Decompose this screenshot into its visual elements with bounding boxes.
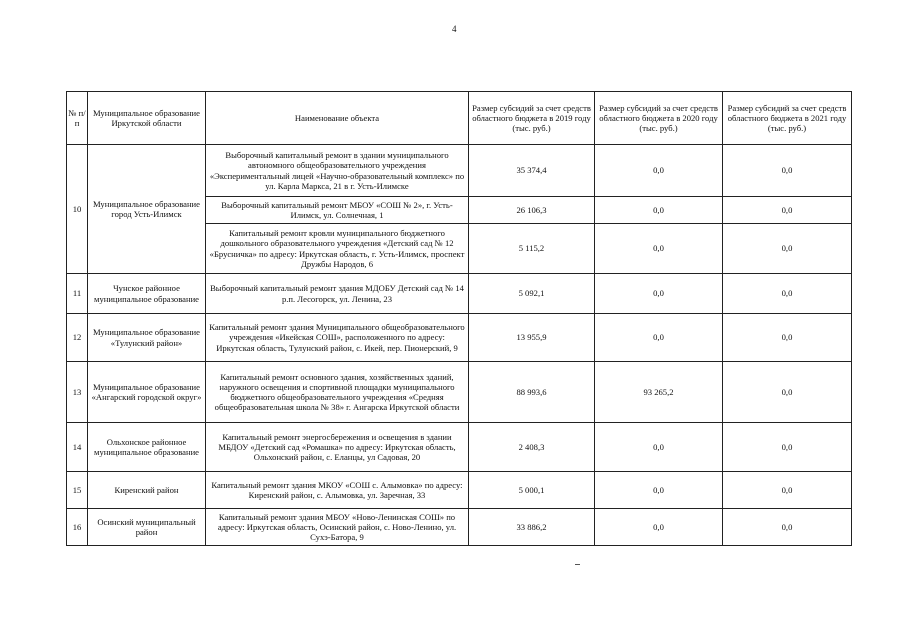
- value-2019: 13 955,9: [469, 314, 595, 362]
- page-number: 4: [452, 24, 457, 34]
- value-2019: 5 000,1: [469, 472, 595, 509]
- table-row: [67, 423, 852, 472]
- municipality-cell: Чунское районное муниципальное образование: [88, 274, 206, 314]
- value-2020: 0,0: [595, 509, 723, 546]
- header-2020: Размер субсидий за счет средств областного бюджета в 2020 году (тыс. руб.): [595, 92, 723, 145]
- value-2021: 0,0: [723, 224, 852, 274]
- table-row: [67, 314, 852, 362]
- value-2020: 0,0: [595, 314, 723, 362]
- value-2019: 5 115,2: [469, 224, 595, 274]
- object-cell: Капитальный ремонт энергосбережения и освещения в здании МБДОУ «Детский сад «Ромашка» по адресу: Иркутская область, Ольхонский район, с. Еланцы, ул Садовая, 20: [206, 423, 469, 472]
- value-2021: 0,0: [723, 509, 852, 546]
- table-row: [67, 145, 852, 197]
- value-2019: 88 993,6: [469, 362, 595, 423]
- municipality-cell: Муниципальное образование город Усть-Илимск: [88, 145, 206, 274]
- value-2021: 0,0: [723, 472, 852, 509]
- header-municipality: Муниципальное образование Иркутской области: [88, 92, 206, 145]
- object-cell: Капитальный ремонт здания Муниципального общеобразовательного учреждения «Икейская СОШ», расположенного по адресу: Иркутская область, Тулунский район, с. Икей, пер. Пионерский, 9: [206, 314, 469, 362]
- value-2019: 5 092,1: [469, 274, 595, 314]
- header-2019: Размер субсидий за счет средств областного бюджета в 2019 году (тыс. руб.): [469, 92, 595, 145]
- municipality-cell: Муниципальное образование «Ангарский городской округ»: [88, 362, 206, 423]
- header-2021: Размер субсидий за счет средств областного бюджета в 2021 году (тыс. руб.): [723, 92, 852, 145]
- value-2020: 0,0: [595, 224, 723, 274]
- table-row: [67, 362, 852, 423]
- value-2020: 0,0: [595, 145, 723, 197]
- value-2020: 0,0: [595, 274, 723, 314]
- object-cell: Капитальный ремонт здания МКОУ «СОШ с. Алымовка» по адресу: Киренский район, с. Алымовка, ул. Заречная, 33: [206, 472, 469, 509]
- object-cell: Выборочный капитальный ремонт в здании муниципального автономного общеобразовательного учреждения «Экспериментальный лицей «Научно-образовательный комплекс» по ул. Карла Маркса, 21 в г. Усть-Илимске: [206, 145, 469, 197]
- value-2021: 0,0: [723, 314, 852, 362]
- row-num: 13: [67, 362, 88, 423]
- table-row: [67, 472, 852, 509]
- municipality-cell: Муниципальное образование «Тулунский район»: [88, 314, 206, 362]
- object-cell: Капитальный ремонт кровли муниципального бюджетного дошкольного образовательного учреждения «Детский сад № 12 «Брусничка» по адресу: Иркутская область, г. Усть-Илимск, проспект Дружбы Народов, 6: [206, 224, 469, 274]
- table-row: [67, 274, 852, 314]
- municipality-cell: Ольхонское районное муниципальное образование: [88, 423, 206, 472]
- row-num: 16: [67, 509, 88, 546]
- row-num: 12: [67, 314, 88, 362]
- municipality-cell: Осинский муниципальный район: [88, 509, 206, 546]
- value-2020: 0,0: [595, 197, 723, 224]
- row-num: 11: [67, 274, 88, 314]
- scan-mark: [575, 564, 580, 565]
- object-cell: Капитальный ремонт здания МБОУ «Ново-Ленинская СОШ» по адресу: Иркутская область, Осинский район, с. Ново-Ленино, ул. Сухэ-Батора, 9: [206, 509, 469, 546]
- value-2019: 26 106,3: [469, 197, 595, 224]
- row-num: 14: [67, 423, 88, 472]
- value-2021: 0,0: [723, 274, 852, 314]
- header-num: № п/п: [67, 92, 88, 145]
- header-object: Наименование объекта: [206, 92, 469, 145]
- subsidy-table: [66, 91, 852, 546]
- row-num: 15: [67, 472, 88, 509]
- value-2019: 35 374,4: [469, 145, 595, 197]
- value-2021: 0,0: [723, 362, 852, 423]
- value-2019: 33 886,2: [469, 509, 595, 546]
- value-2020: 0,0: [595, 423, 723, 472]
- value-2021: 0,0: [723, 423, 852, 472]
- value-2021: 0,0: [723, 145, 852, 197]
- municipality-cell: Киренский район: [88, 472, 206, 509]
- value-2019: 2 408,3: [469, 423, 595, 472]
- object-cell: Выборочный капитальный ремонт МБОУ «СОШ № 2», г. Усть-Илимск, ул. Солнечная, 1: [206, 197, 469, 224]
- value-2020: 0,0: [595, 472, 723, 509]
- object-cell: Капитальный ремонт основного здания, хозяйственных зданий, наружного освещения и спортивной площадки муниципального бюджетного общеобразовательного учреждения «Средняя общеобразовательная школа № 38» г. Ангарска Иркутской области: [206, 362, 469, 423]
- value-2020: 93 265,2: [595, 362, 723, 423]
- row-num: 10: [67, 145, 88, 274]
- object-cell: Выборочный капитальный ремонт здания МДОБУ Детский сад № 14 р.п. Лесогорск, ул. Ленина, 23: [206, 274, 469, 314]
- table-header-row: [67, 92, 852, 145]
- value-2021: 0,0: [723, 197, 852, 224]
- table-row: [67, 509, 852, 546]
